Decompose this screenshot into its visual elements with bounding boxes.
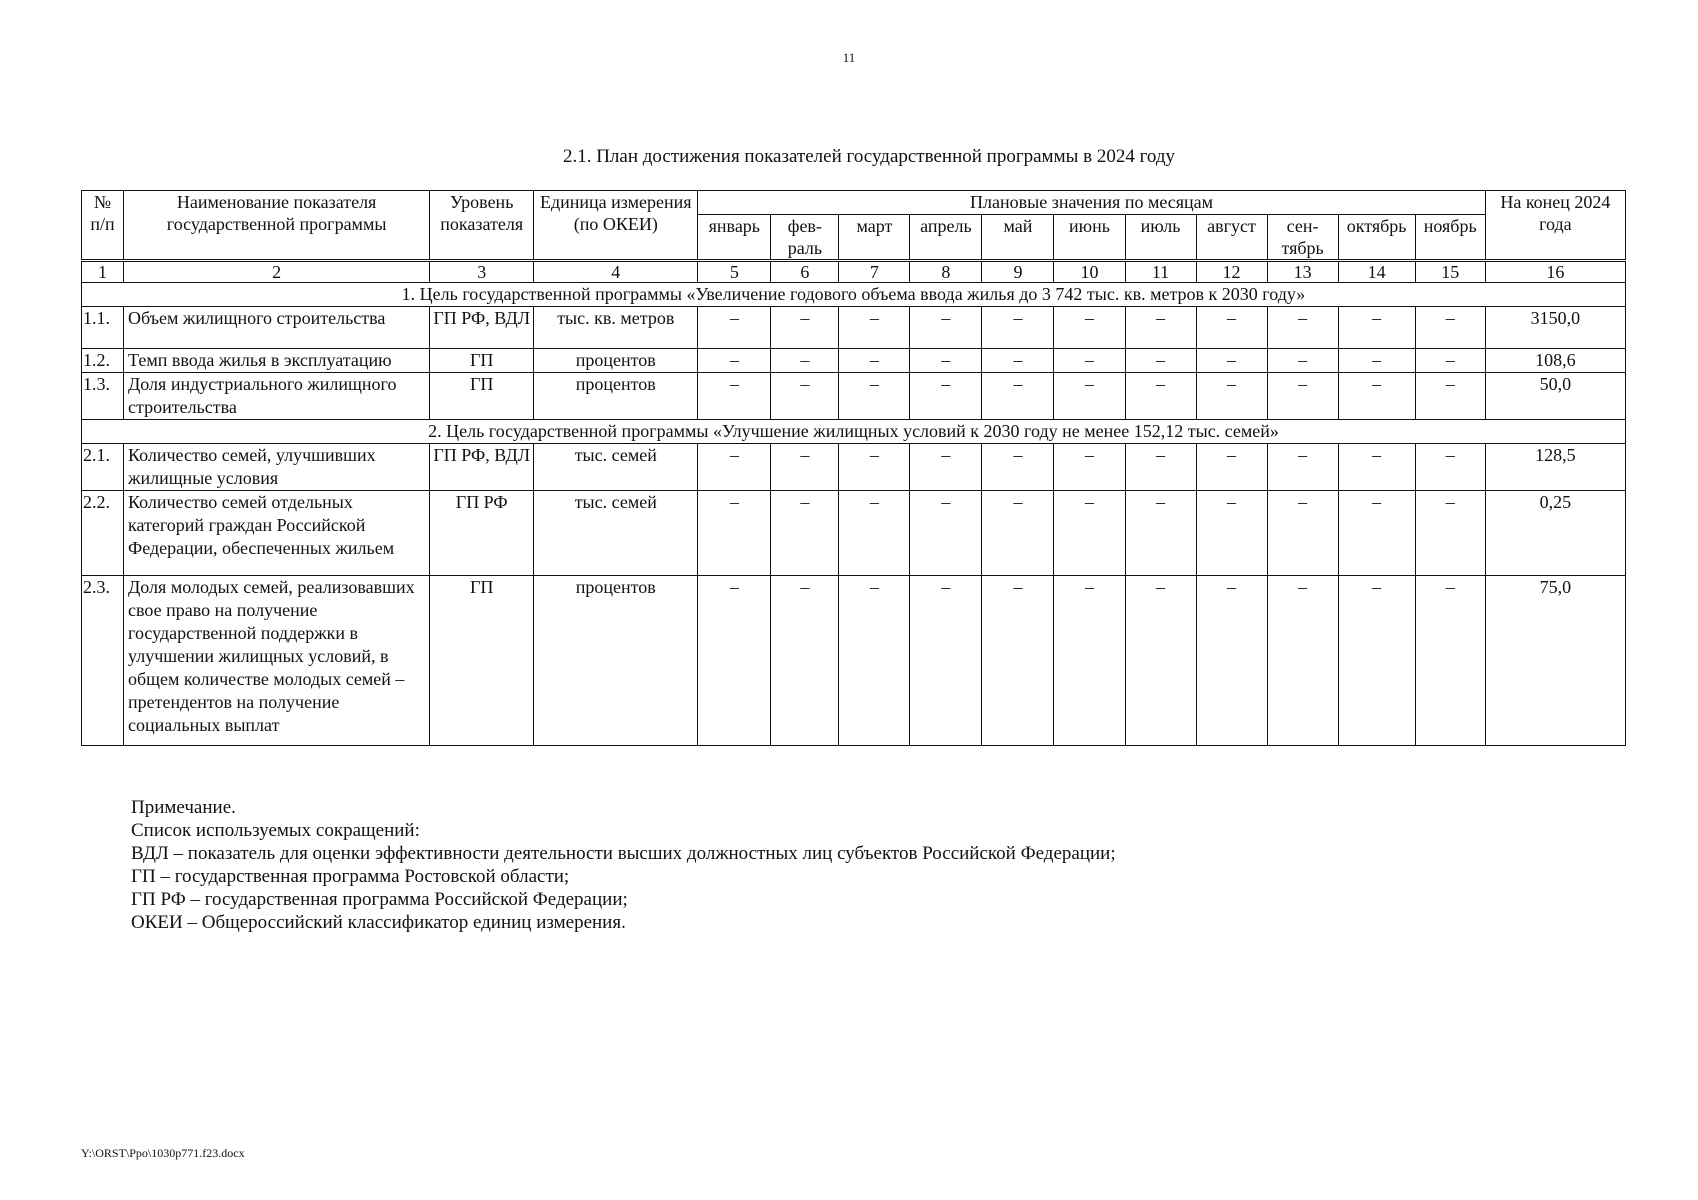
month-value: –	[1196, 576, 1267, 746]
header-month: апрель	[910, 215, 982, 261]
month-value: –	[839, 576, 910, 746]
month-value: –	[910, 307, 982, 349]
indicator-level: ГП РФ	[430, 491, 534, 576]
month-value: –	[910, 491, 982, 576]
indicator-name: Количество семей, улучшивших жилищные условия	[124, 444, 430, 491]
column-number: 13	[1267, 261, 1338, 283]
column-number: 14	[1338, 261, 1415, 283]
header-month: март	[839, 215, 910, 261]
month-value: –	[1267, 491, 1338, 576]
indicator-unit: процентов	[534, 349, 698, 373]
month-value: –	[771, 491, 839, 576]
note-line: ГП РФ – государственная программа Российской Федерации;	[131, 889, 628, 910]
month-value: –	[1125, 576, 1196, 746]
month-value: –	[982, 307, 1054, 349]
column-number: 12	[1196, 261, 1267, 283]
month-value: –	[1054, 576, 1125, 746]
month-value: –	[1125, 491, 1196, 576]
month-value: –	[1415, 373, 1485, 420]
table-row	[82, 491, 1626, 576]
indicator-level: ГП	[430, 373, 534, 420]
indicator-name: Доля индустриального жилищного строительства	[124, 373, 430, 420]
footer-file-path: Y:\ORST\Ppo\1030p771.f23.docx	[81, 1146, 245, 1160]
indicator-level: ГП	[430, 576, 534, 746]
column-number: 5	[698, 261, 771, 283]
year-end-value: 3150,0	[1485, 307, 1625, 349]
month-value: –	[1338, 576, 1415, 746]
indicator-unit: процентов	[534, 373, 698, 420]
table-row	[82, 349, 1626, 373]
month-value: –	[982, 373, 1054, 420]
indicator-level: ГП	[430, 349, 534, 373]
header-num: № п/п	[82, 191, 124, 261]
year-end-value: 75,0	[1485, 576, 1625, 746]
month-value: –	[910, 444, 982, 491]
header-month: май	[982, 215, 1054, 261]
goal-row	[82, 283, 1626, 307]
month-value: –	[698, 373, 771, 420]
month-value: –	[982, 349, 1054, 373]
month-value: –	[1125, 307, 1196, 349]
table-row	[82, 576, 1626, 746]
month-value: –	[1267, 576, 1338, 746]
column-number-row	[82, 261, 1626, 283]
year-end-value: 0,25	[1485, 491, 1625, 576]
month-value: –	[1054, 373, 1125, 420]
column-number: 10	[1054, 261, 1125, 283]
indicator-name: Количество семей отдельных категорий граждан Российской Федерации, обеспеченных жильем	[124, 491, 430, 576]
header-monthly: Плановые значения по месяцам	[698, 191, 1485, 215]
month-value: –	[1267, 373, 1338, 420]
month-value: –	[839, 373, 910, 420]
indicator-unit: тыс. семей	[534, 491, 698, 576]
month-value: –	[771, 444, 839, 491]
header-year-end: На конец 2024 года	[1485, 191, 1625, 261]
column-number: 15	[1415, 261, 1485, 283]
month-value: –	[771, 307, 839, 349]
indicator-name: Доля молодых семей, реализовавших свое право на получение государственной поддержки в улучшении жилищных условий, в общем количестве молодых семей – претендентов на получение социальных выплат	[124, 576, 430, 746]
page-number: 11	[842, 50, 856, 65]
month-value: –	[1054, 491, 1125, 576]
table-title: 2.1. План достижения показателей государственной программы в 2024 году	[562, 146, 1176, 167]
notes	[131, 796, 1116, 934]
month-value: –	[982, 576, 1054, 746]
month-value: –	[982, 491, 1054, 576]
header-month: октябрь	[1338, 215, 1415, 261]
row-number: 1.3.	[82, 373, 124, 420]
month-value: –	[1267, 349, 1338, 373]
month-value: –	[698, 444, 771, 491]
column-number: 2	[124, 261, 430, 283]
month-value: –	[1338, 373, 1415, 420]
header-level: Уровень показателя	[430, 191, 534, 261]
column-number: 7	[839, 261, 910, 283]
header-month: сен-тябрь	[1267, 215, 1338, 261]
month-value: –	[839, 349, 910, 373]
indicator-unit: тыс. кв. метров	[534, 307, 698, 349]
header-month: фев-раль	[771, 215, 839, 261]
table-row	[82, 373, 1626, 420]
header-month: август	[1196, 215, 1267, 261]
plan-table	[81, 190, 1626, 746]
goal-text: 2. Цель государственной программы «Улучшение жилищных условий к 2030 году не менее 152,12 тыс. семей»	[82, 420, 1626, 444]
note-line: ОКЕИ – Общероссийский классификатор единиц измерения.	[131, 912, 626, 933]
month-value: –	[1125, 373, 1196, 420]
month-value: –	[1415, 444, 1485, 491]
row-number: 2.3.	[82, 576, 124, 746]
header-month: ноябрь	[1415, 215, 1485, 261]
month-value: –	[698, 491, 771, 576]
month-value: –	[1196, 444, 1267, 491]
column-number: 3	[430, 261, 534, 283]
month-value: –	[1125, 349, 1196, 373]
month-value: –	[1125, 444, 1196, 491]
month-value: –	[1415, 349, 1485, 373]
indicator-level: ГП РФ, ВДЛ	[430, 444, 534, 491]
month-value: –	[1338, 307, 1415, 349]
month-value: –	[1196, 349, 1267, 373]
header-name: Наименование показателя государственной программы	[124, 191, 430, 261]
column-number: 11	[1125, 261, 1196, 283]
month-value: –	[771, 373, 839, 420]
column-number: 4	[534, 261, 698, 283]
month-value: –	[1415, 491, 1485, 576]
month-value: –	[1054, 307, 1125, 349]
month-value: –	[771, 576, 839, 746]
header-month: январь	[698, 215, 771, 261]
indicator-unit: процентов	[534, 576, 698, 746]
column-number: 6	[771, 261, 839, 283]
indicator-unit: тыс. семей	[534, 444, 698, 491]
goal-row	[82, 420, 1626, 444]
month-value: –	[1267, 307, 1338, 349]
month-value: –	[771, 349, 839, 373]
row-number: 1.1.	[82, 307, 124, 349]
header-unit: Единица измерения (по ОКЕИ)	[534, 191, 698, 261]
month-value: –	[1196, 491, 1267, 576]
row-number: 2.1.	[82, 444, 124, 491]
header-month: июнь	[1054, 215, 1125, 261]
indicator-name: Темп ввода жилья в эксплуатацию	[124, 349, 430, 373]
column-number: 9	[982, 261, 1054, 283]
month-value: –	[1338, 349, 1415, 373]
month-value: –	[839, 444, 910, 491]
month-value: –	[982, 444, 1054, 491]
column-number: 8	[910, 261, 982, 283]
note-line: Примечание.	[131, 797, 236, 818]
month-value: –	[1054, 349, 1125, 373]
month-value: –	[1054, 444, 1125, 491]
month-value: –	[1196, 373, 1267, 420]
note-line: Список используемых сокращений:	[131, 820, 420, 841]
row-number: 1.2.	[82, 349, 124, 373]
month-value: –	[910, 349, 982, 373]
month-value: –	[1338, 444, 1415, 491]
year-end-value: 108,6	[1485, 349, 1625, 373]
month-value: –	[1415, 576, 1485, 746]
month-value: –	[839, 307, 910, 349]
year-end-value: 128,5	[1485, 444, 1625, 491]
goal-text: 1. Цель государственной программы «Увеличение годового объема ввода жилья до 3 742 тыс. кв. метров к 2030 году»	[82, 283, 1626, 307]
month-value: –	[910, 576, 982, 746]
table-row	[82, 444, 1626, 491]
month-value: –	[839, 491, 910, 576]
year-end-value: 50,0	[1485, 373, 1625, 420]
row-number: 2.2.	[82, 491, 124, 576]
column-number: 1	[82, 261, 124, 283]
table-row	[82, 307, 1626, 349]
note-line: ВДЛ – показатель для оценки эффективности деятельности высших должностных лиц субъектов Российской Федерации;	[131, 843, 1116, 864]
month-value: –	[1338, 491, 1415, 576]
note-line: ГП – государственная программа Ростовской области;	[131, 866, 570, 887]
month-value: –	[910, 373, 982, 420]
month-value: –	[698, 576, 771, 746]
month-value: –	[1415, 307, 1485, 349]
month-value: –	[698, 349, 771, 373]
month-value: –	[1196, 307, 1267, 349]
indicator-name: Объем жилищного строительства	[124, 307, 430, 349]
column-number: 16	[1485, 261, 1625, 283]
header-month: июль	[1125, 215, 1196, 261]
month-value: –	[1267, 444, 1338, 491]
indicator-level: ГП РФ, ВДЛ	[430, 307, 534, 349]
month-value: –	[698, 307, 771, 349]
